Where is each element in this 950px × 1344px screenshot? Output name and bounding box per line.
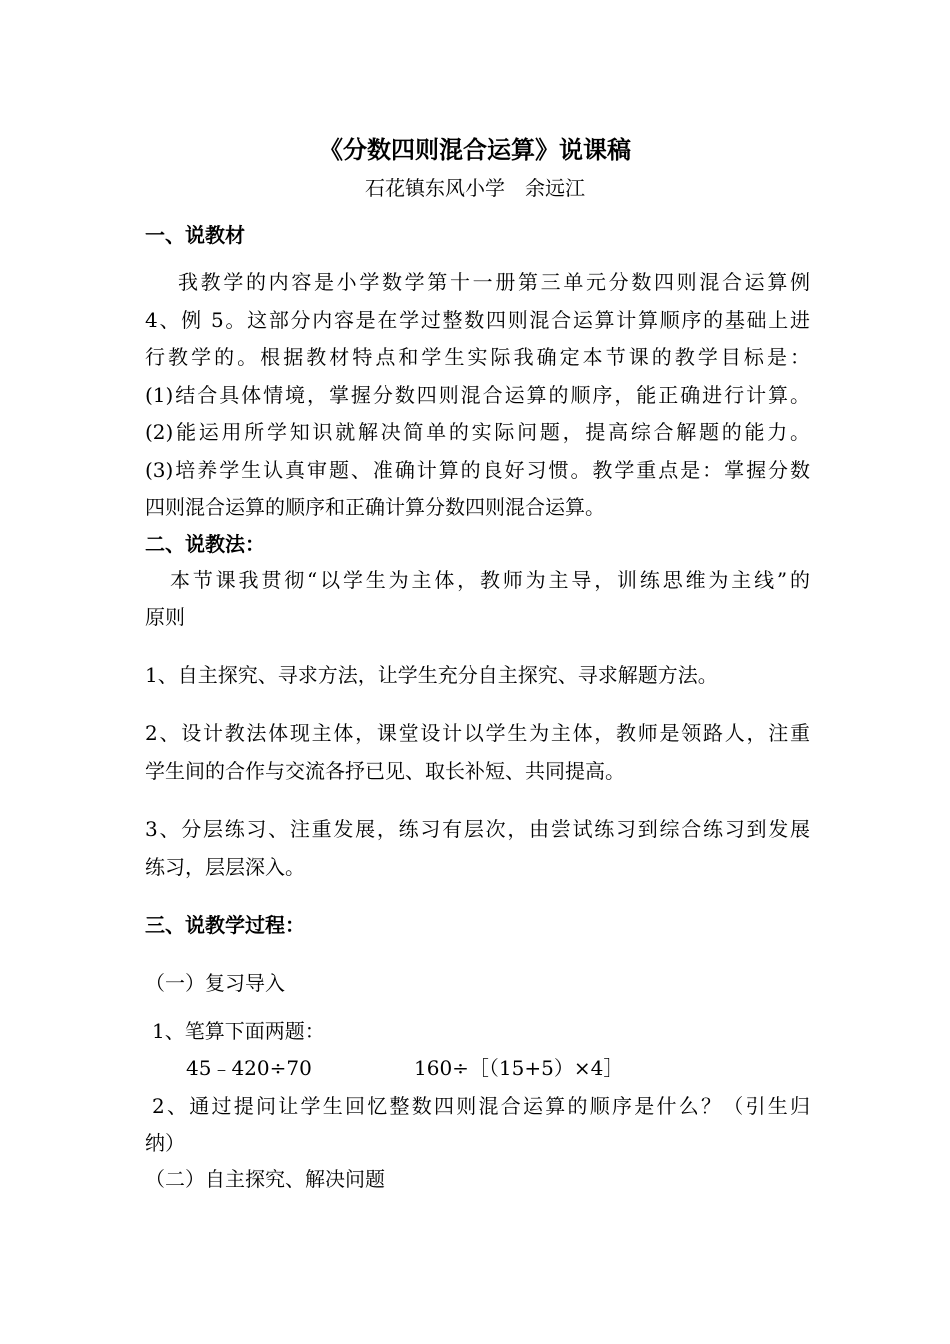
list-item-continuation: 纳） [145, 1131, 185, 1155]
math-expression: 45﹣420÷70 [186, 1056, 312, 1080]
list-item: 1、笔算下面两题： [152, 1019, 325, 1043]
section-heading-methods: 二、说教法： [145, 532, 265, 556]
paragraph-line: (3)培养学生认真审题、准确计算的良好习惯。教学重点是：掌握分数 [145, 458, 810, 482]
paragraph-line: 4、例 5。这部分内容是在学过整数四则混合运算计算顺序的基础上进 [145, 308, 810, 332]
author-line: 石花镇东风小学 余远江 [365, 176, 585, 200]
list-item: 2、设计教法体现主体，课堂设计以学生为主体，教师是领路人，注重 [145, 721, 810, 745]
paragraph-line: 我教学的内容是小学数学第十一册第三单元分数四则混合运算例 [178, 270, 810, 294]
list-item: 1、自主探究、寻求方法，让学生充分自主探究、寻求解题方法。 [145, 663, 718, 687]
list-item-continuation: 学生间的合作与交流各抒已见、取长补短、共同提高。 [145, 759, 625, 783]
paragraph-line: (1)结合具体情境，掌握分数四则混合运算的顺序，能正确进行计算。 [145, 383, 810, 407]
subsection-heading: （二）自主探究、解决问题 [145, 1167, 385, 1191]
paragraph-line: 本节课我贯彻“以学生为主体，教师为主导，训练思维为主线”的 [170, 568, 810, 592]
paragraph-line: 原则 [145, 605, 185, 629]
subsection-heading: （一）复习导入 [145, 971, 285, 995]
list-item-continuation: 练习，层层深入。 [145, 855, 305, 879]
list-item: 2、通过提问让学生回忆整数四则混合运算的顺序是什么？（引生归 [152, 1094, 810, 1118]
paragraph-line: 四则混合运算的顺序和正确计算分数四则混合运算。 [145, 495, 605, 519]
math-expression: 160÷［（15+5）×4］ [414, 1056, 624, 1080]
paragraph-line: (2)能运用所学知识就解决简单的实际问题，提高综合解题的能力。 [145, 420, 810, 444]
section-heading-materials: 一、说教材 [145, 223, 245, 247]
paragraph-line: 行教学的。根据教材特点和学生实际我确定本节课的教学目标是： [145, 345, 810, 369]
section-heading-process: 三、说教学过程： [145, 913, 305, 937]
list-item: 3、分层练习、注重发展，练习有层次，由尝试练习到综合练习到发展 [145, 817, 810, 841]
document-title: 《分数四则混合运算》说课稿 [319, 135, 631, 164]
